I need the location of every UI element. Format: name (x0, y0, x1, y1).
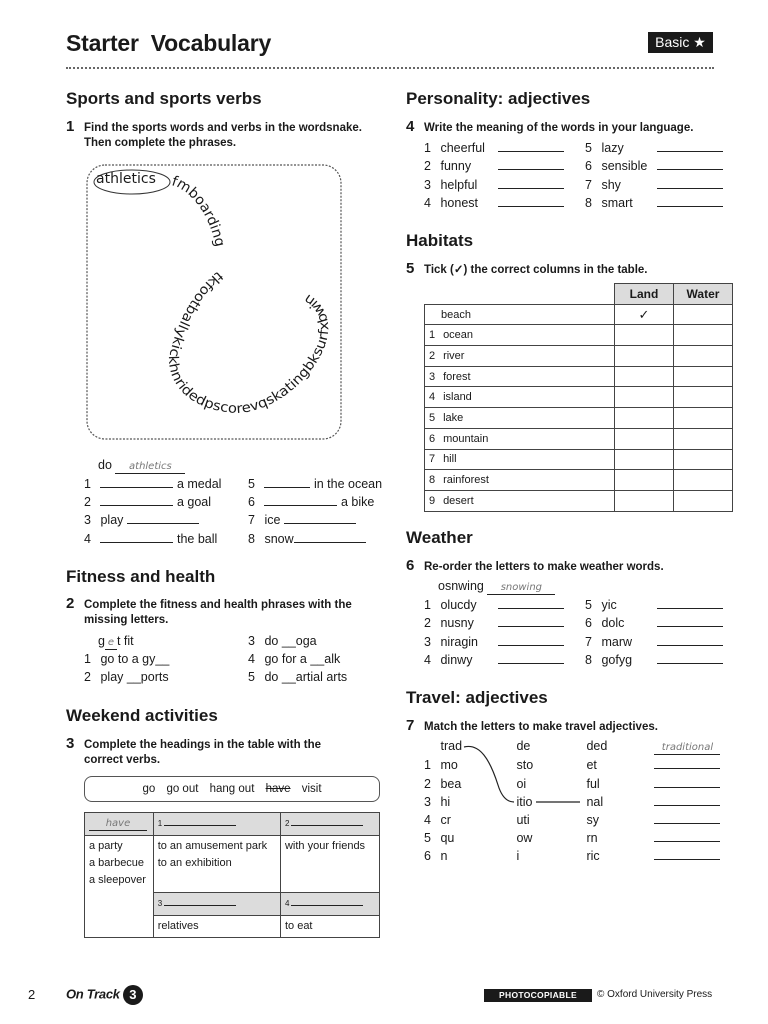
cell-text: relatives (157, 920, 199, 932)
cell-text: to an exhibition (157, 857, 232, 869)
exercise-number: 2 (66, 595, 75, 612)
water-cell[interactable] (674, 346, 733, 367)
instruction-line: Tick (✓) the correct columns in the table. (424, 264, 648, 276)
example-answer: snowing (487, 582, 555, 595)
answer-blank[interactable] (498, 652, 564, 664)
travel-section-title: Travel: adjectives (406, 688, 548, 707)
sports-item-5: 5 in the ocean (248, 477, 383, 491)
answer-blank[interactable] (657, 615, 723, 627)
answer-blank[interactable] (654, 848, 720, 860)
land-cell[interactable] (615, 346, 674, 367)
instruction-line: missing letters. (84, 614, 169, 626)
answer-blank[interactable] (498, 615, 564, 627)
table-row: 3 forest (425, 366, 733, 387)
verb-box (84, 776, 380, 802)
sports-item-1: 1 a medal (84, 477, 222, 491)
row-label: desert (443, 494, 474, 507)
water-cell[interactable] (674, 387, 733, 408)
weather-item-2: 2 nusny (424, 615, 564, 630)
answer-blank[interactable] (498, 195, 564, 207)
star-icon: ★ (693, 34, 706, 50)
row-label: rainforest (443, 474, 489, 487)
weather-item-7: 7 marw (585, 634, 723, 649)
row-label: forest (443, 370, 471, 383)
instruction-line: correct verbs. (84, 754, 161, 766)
weather-section-title: Weather (406, 528, 473, 547)
row-label: hill (443, 453, 457, 466)
table-row: 7 hill (425, 449, 733, 470)
answer-blank[interactable] (498, 597, 564, 609)
cell-text: a sleepover (89, 874, 146, 886)
travel-row-5: 5 qu ow rn (424, 830, 720, 845)
cell-heading-3 (153, 916, 280, 938)
weather-item-8: 8 gofyg (585, 652, 723, 667)
cell-text: to eat (284, 920, 313, 932)
cell-text: with your friends (284, 840, 366, 852)
brand-name: On Track (66, 986, 120, 1002)
personality-section-title: Personality: adjectives (406, 89, 591, 108)
table-row (425, 304, 733, 325)
instruction-line: Complete the headings in the table with the (84, 739, 322, 751)
heading-cell-4[interactable] (280, 893, 379, 916)
exercise-6-instructions (406, 557, 724, 575)
heading-cell-1[interactable] (153, 813, 280, 836)
answer-blank[interactable] (127, 512, 199, 524)
heading-number: 4 (284, 899, 290, 908)
fitness-item-2: 2 play __ports (84, 670, 169, 684)
answer-blank[interactable] (498, 140, 564, 152)
answer-blank[interactable] (100, 494, 173, 506)
verb-option-used: have (265, 783, 291, 795)
example-prefix: do (98, 458, 112, 472)
cell-text: a party (89, 840, 123, 852)
land-cell[interactable] (615, 366, 674, 387)
answer-blank[interactable] (264, 494, 337, 506)
personality-item-7: 7 shy (585, 177, 723, 192)
page-number: 2 (28, 987, 36, 1002)
cell-have (85, 836, 154, 938)
water-cell[interactable] (674, 428, 733, 449)
brand-logo (66, 985, 143, 1005)
weekend-section-title: Weekend activities (66, 706, 218, 725)
personality-item-8: 8 smart (585, 195, 723, 210)
answer-blank[interactable] (100, 476, 173, 488)
exercise-number: 5 (406, 260, 415, 277)
answer-blank[interactable] (654, 794, 720, 806)
answer-blank[interactable] (654, 812, 720, 824)
land-cell[interactable] (615, 449, 674, 470)
wordsnake-text-3: tkfootballykickhnridedpscorevqskatingbksurfxbwin (164, 267, 333, 418)
travel-row-3: 3 hi itio nal (424, 794, 720, 809)
wordsnake-box (85, 163, 343, 441)
exercise-number: 1 (66, 118, 75, 135)
weekend-table (84, 812, 380, 938)
table-row: 6 mountain (425, 428, 733, 449)
travel-row-4: 4 cr uti sy (424, 812, 720, 827)
land-cell[interactable] (615, 428, 674, 449)
heading-number: 3 (157, 899, 163, 908)
sports-example (98, 458, 185, 474)
habitats-section-title: Habitats (406, 231, 474, 250)
exercise-5-instructions (406, 260, 724, 278)
weather-item-5: 5 yic (585, 597, 723, 612)
travel-row-1: 1 mo sto et (424, 757, 720, 772)
exercise-number: 6 (406, 557, 415, 574)
row-label: lake (443, 411, 464, 424)
answer-blank[interactable] (294, 531, 366, 543)
table-row: 9 desert (425, 490, 733, 511)
personality-item-4: 4 honest (424, 195, 564, 210)
answer-blank[interactable] (284, 512, 356, 524)
verb-option: hang out (209, 783, 255, 795)
answer-blank[interactable] (657, 597, 723, 609)
cell-heading-4 (280, 916, 379, 938)
table-row: 1 ocean (425, 325, 733, 346)
weather-item-4: 4 dinwy (424, 652, 564, 667)
weather-item-6: 6 dolc (585, 615, 723, 630)
instruction-line: Re-order the letters to make weather words. (424, 561, 664, 573)
example-answer: athletics (115, 461, 185, 474)
verb-option: visit (301, 783, 322, 795)
column-header-land: Land (615, 284, 674, 305)
travel-row-2: 2 bea oi ful (424, 776, 720, 791)
land-cell[interactable] (615, 470, 674, 491)
photocopiable-badge: PHOTOCOPIABLE (484, 989, 592, 1002)
answer-blank[interactable] (657, 177, 723, 189)
personality-item-1: 1 cheerful (424, 140, 564, 155)
example-answer: have (89, 818, 147, 831)
table-row: 4 island (425, 387, 733, 408)
verb-option: go out (166, 783, 199, 795)
water-cell[interactable] (674, 325, 733, 346)
instruction-line: Write the meaning of the words in your language. (424, 122, 694, 134)
page-title: Starter Vocabulary (66, 30, 272, 56)
sports-item-7: 7 ice (248, 512, 356, 527)
sports-item-8: 8 snow (248, 531, 366, 546)
row-label: river (443, 349, 465, 362)
water-cell[interactable] (674, 408, 733, 429)
exercise-2-instructions (66, 595, 384, 628)
instruction-line: Match the letters to make travel adjectives. (424, 721, 658, 733)
cell-heading-2 (280, 836, 379, 893)
travel-row-6: 6 n i ric (424, 848, 720, 863)
sports-item-4: 4 the ball (84, 532, 218, 546)
verb-option: go (142, 783, 156, 795)
sports-item-3: 3 play (84, 512, 199, 527)
land-cell[interactable] (615, 325, 674, 346)
heading-cell-3[interactable] (153, 893, 280, 916)
answer-blank[interactable] (657, 195, 723, 207)
exercise-7-instructions (406, 717, 724, 735)
answer-blank[interactable] (654, 776, 720, 788)
copyright-notice: © Oxford University Press (597, 989, 713, 1000)
personality-item-6: 6 sensible (585, 158, 723, 173)
sports-section-title: Sports and sports verbs (66, 89, 262, 108)
heading-number: 2 (284, 819, 290, 828)
fitness-example: g e t fit (98, 634, 134, 648)
answer-blank[interactable] (657, 634, 723, 646)
sports-item-2: 2 a goal (84, 495, 212, 509)
water-cell[interactable] (674, 490, 733, 511)
instruction-line: Find the sports words and verbs in the wordsnake. (84, 122, 362, 134)
header-empty (425, 284, 615, 305)
header-divider (66, 67, 714, 69)
column-header-water: Water (674, 284, 733, 305)
answer-blank[interactable] (498, 634, 564, 646)
fitness-item-4: 4 go for a __alk (248, 652, 341, 666)
water-cell[interactable] (674, 304, 733, 325)
table-row: 8 rainforest (425, 470, 733, 491)
travel-row-example: trad de ded traditional (424, 739, 720, 755)
example-answer: e (105, 637, 117, 650)
heading-cell-2[interactable] (280, 813, 379, 836)
exercise-1-instructions (66, 118, 384, 151)
fitness-item-1: 1 go to a gy__ (84, 652, 170, 666)
cell-heading-1 (153, 836, 280, 893)
answer-blank[interactable] (498, 158, 564, 170)
answer-blank[interactable] (654, 830, 720, 842)
wordsnake-text-1: athletics (96, 171, 156, 187)
personality-item-2: 2 funny (424, 158, 564, 173)
water-cell[interactable] (674, 366, 733, 387)
exercise-number: 4 (406, 118, 415, 135)
weather-example: osnwing snowing (438, 579, 555, 595)
heading-number: 1 (157, 819, 163, 828)
level-label: Basic (655, 34, 690, 50)
fitness-item-5: 5 do __artial arts (248, 670, 348, 684)
water-cell[interactable] (674, 449, 733, 470)
weather-item-1: 1 olucdy (424, 597, 564, 612)
example-answer: traditional (654, 742, 720, 755)
heading-cell-example (85, 813, 154, 836)
exercise-3-instructions (66, 735, 384, 768)
table-row: 5 lake (425, 408, 733, 429)
instruction-line: Complete the fitness and health phrases with the (84, 599, 352, 611)
answer-blank[interactable] (100, 531, 173, 543)
land-cell[interactable] (615, 387, 674, 408)
exercise-4-instructions (406, 118, 724, 136)
cell-text: to an amusement park (157, 840, 268, 852)
answer-blank[interactable] (657, 652, 723, 664)
row-label: ocean (443, 329, 474, 342)
answer-blank[interactable] (657, 140, 723, 152)
fitness-item-3: 3 do __oga (248, 634, 317, 648)
row-label: island (443, 391, 472, 404)
answer-blank[interactable] (498, 177, 564, 189)
water-cell[interactable] (674, 470, 733, 491)
fitness-section-title: Fitness and health (66, 567, 216, 586)
habitats-table (424, 283, 733, 512)
answer-blank[interactable] (654, 757, 720, 769)
instruction-line: Then complete the phrases. (84, 137, 237, 149)
cell-text: a barbecue (89, 857, 145, 869)
exercise-number: 3 (66, 735, 75, 752)
brand-level-badge: 3 (123, 985, 143, 1005)
land-cell[interactable] (615, 490, 674, 511)
level-badge (648, 32, 713, 53)
table-row: 2 river (425, 346, 733, 367)
row-label: mountain (443, 432, 489, 445)
answer-blank[interactable] (657, 158, 723, 170)
weather-item-3: 3 niragin (424, 634, 564, 649)
exercise-number: 7 (406, 717, 415, 734)
row-label: beach (425, 304, 615, 325)
answer-blank[interactable] (264, 476, 310, 488)
sports-item-6: 6 a bike (248, 495, 375, 509)
personality-item-5: 5 lazy (585, 140, 723, 155)
wordsnake-text-2: fmboarding (169, 173, 228, 249)
personality-item-3: 3 helpful (424, 177, 564, 192)
tick-mark: ✓ (615, 304, 674, 325)
land-cell[interactable] (615, 408, 674, 429)
